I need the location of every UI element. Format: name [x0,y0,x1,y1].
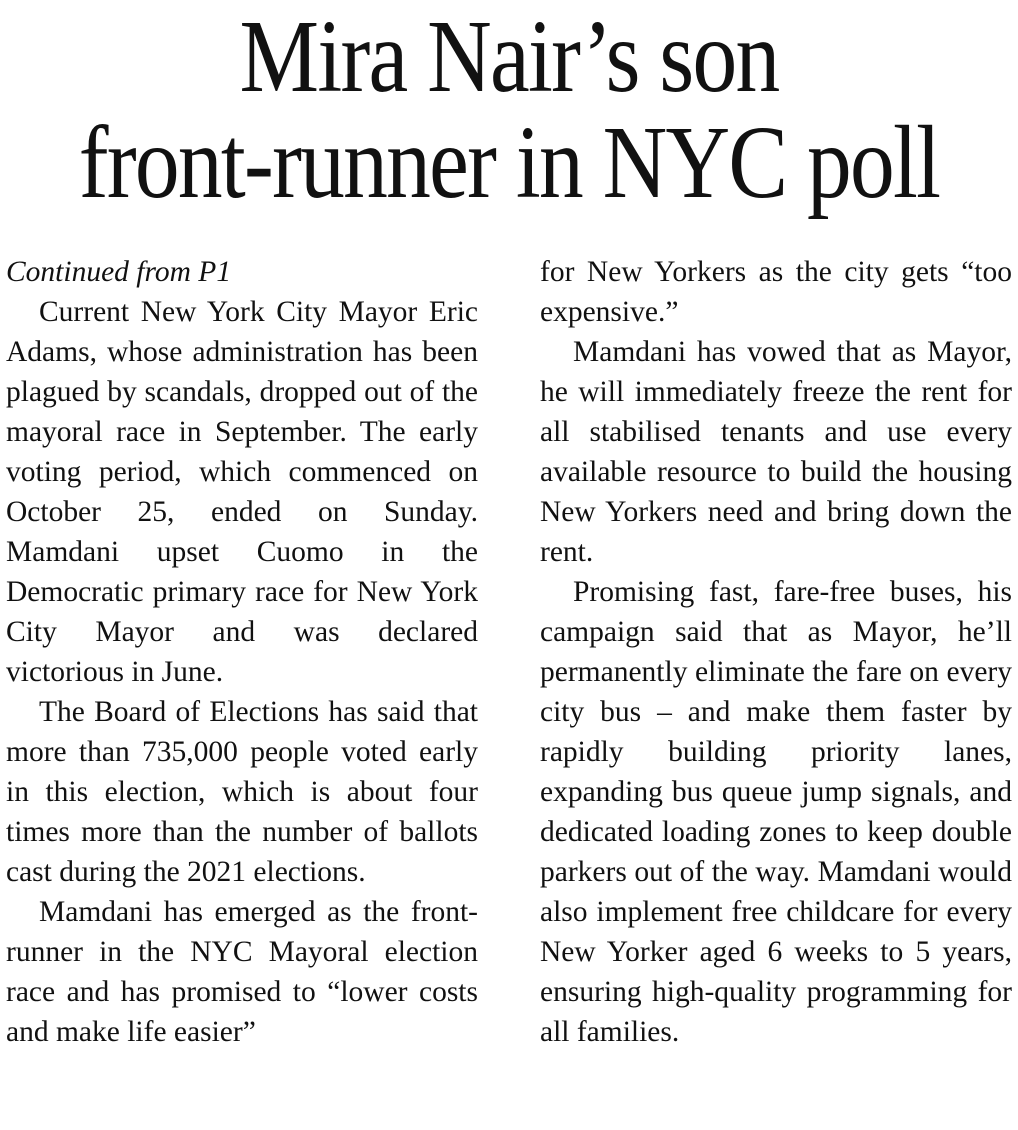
paragraph: Promising fast, fare-free buses, his campaign said that as Mayor, he’ll permanently eliminate the fare on every city bus – and make them faster by rapidly building priority lanes, expanding bus queue jump signals, and dedicated loading zones to keep double parkers out of the way. Mamdani would also implement free childcare for every New Yorker aged 6 weeks to 5 years, ensuring high-quality programming for all families. [540,576,1012,1048]
paragraph: The Board of Elections has said that more than 735,000 people voted early in this election, which is about four times more than the number of ballots cast during the 2021 elections. [6,696,478,888]
right-column [540,252,1012,1052]
left-column [6,252,478,1052]
paragraph: for New Yorkers as the city gets “too expensive.” [540,256,1012,328]
headline [71,0,946,220]
paragraph: Mamdani has emerged as the front-runner in the NYC Mayoral election race and has promised to “lower costs and make life easier” [6,896,478,1048]
paragraph: Mamdani has vowed that as Mayor, he will immediately freeze the rent for all stabilised tenants and use every available resource to build the housing New Yorkers need and bring down the rent. [540,336,1012,568]
article-body [6,252,1012,1052]
headline-line-2: front-runner in NYC poll [78,105,940,220]
paragraph: Current New York City Mayor Eric Adams, whose administration has been plagued by scandals, dropped out of the mayoral race in September. The early voting period, which commenced on October 25, ended on Sunday. Mamdani upset Cuomo in the Democratic primary race for New York City Mayor and was declared victorious in June. [6,296,478,688]
headline-line-1: Mira Nair’s son [239,0,779,114]
continued-line: Continued from P1 [6,256,232,288]
